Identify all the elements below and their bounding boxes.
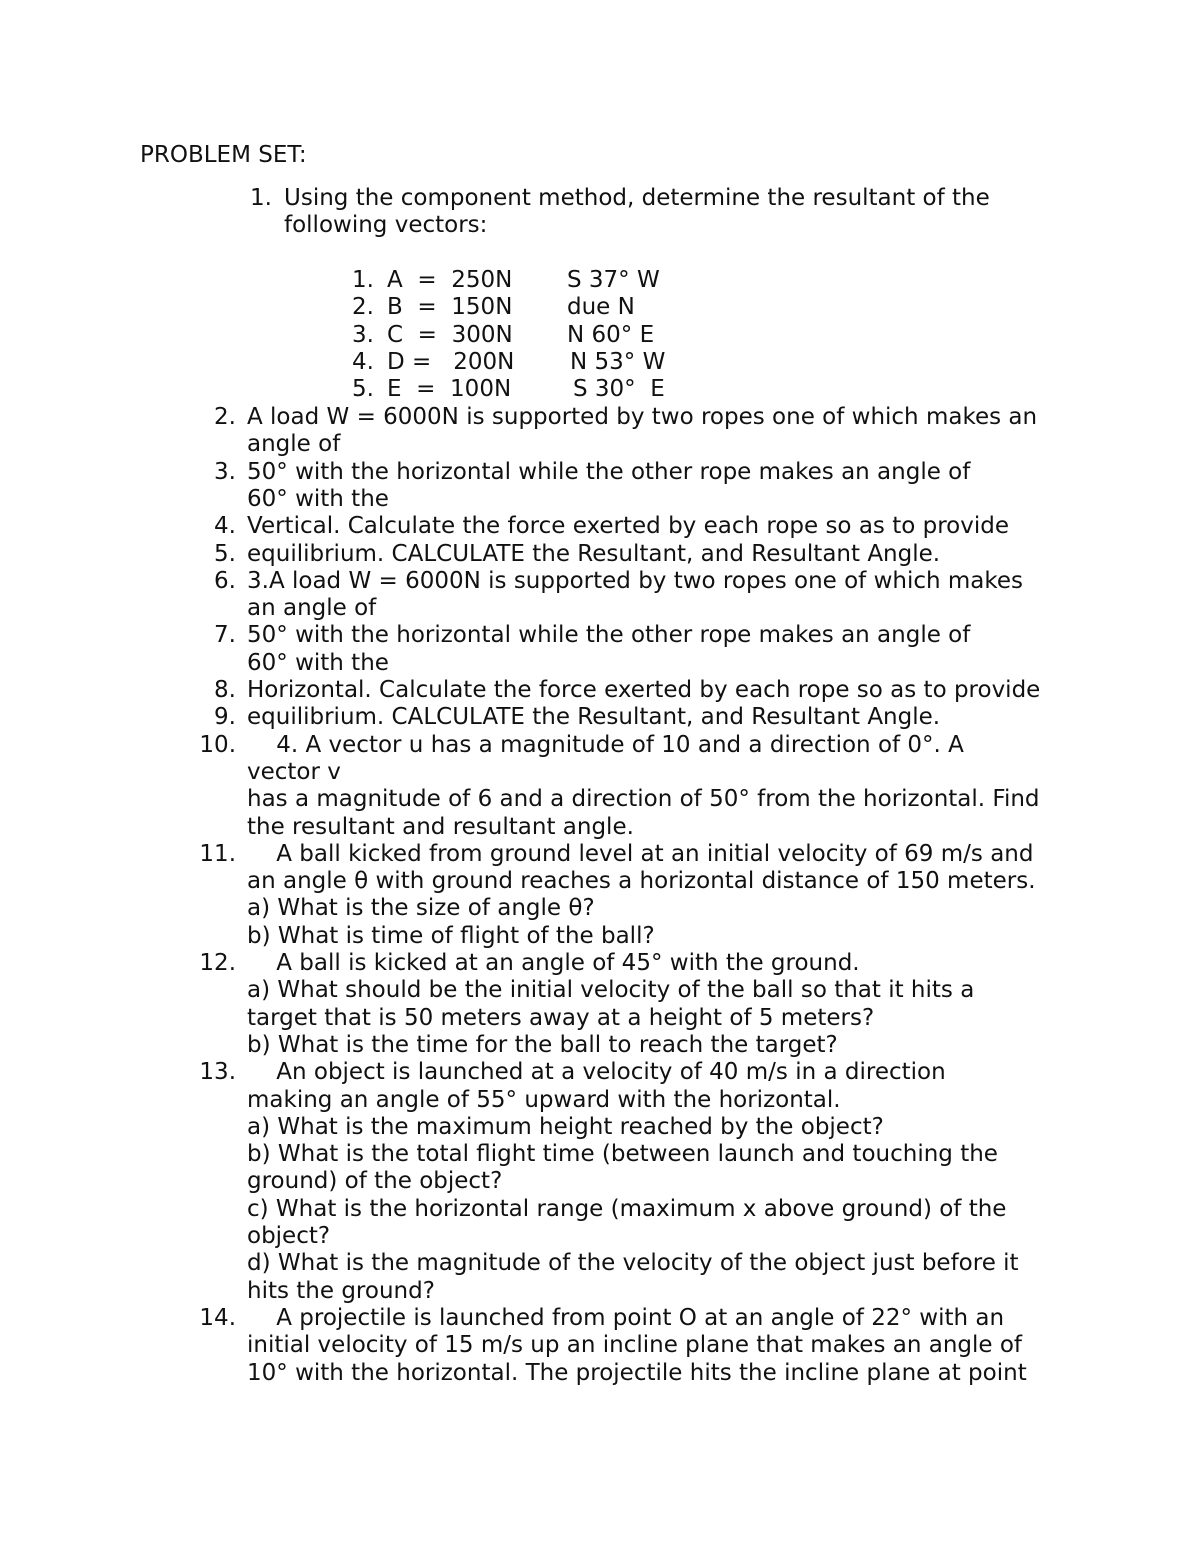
list-item-number: 11. — [199, 840, 236, 867]
vector-label: E = 100N — [387, 376, 512, 402]
vector-direction: S 37° W — [567, 267, 660, 293]
list-item-number: 4. — [214, 513, 236, 540]
list-item-line: A projectile is launched from point O at an angle of 22° with an — [247, 1304, 1005, 1331]
list-item-line: 60° with the — [247, 485, 389, 512]
list-item-line: b) What is the time for the ball to reach the target? — [247, 1031, 838, 1058]
list-item-line: Vertical. Calculate the force exerted by each rope so as to provide — [247, 513, 1009, 540]
list-item-line: 10° with the horizontal. The projectile hits the incline plane at point — [247, 1359, 1027, 1386]
list-item-line: an angle θ with ground reaches a horizontal distance of 150 meters. — [247, 868, 1036, 895]
list-item-line: angle of — [247, 431, 341, 458]
item-1-line-1: Using the component method, determine the resultant of the — [284, 185, 990, 211]
vector-number: 2. — [352, 294, 374, 320]
vector-direction: N 60° E — [567, 322, 655, 348]
list-item-number: 14. — [199, 1304, 236, 1331]
item-1-number: 1. — [250, 185, 272, 211]
list-item-line: d) What is the magnitude of the velocity of the object just before it — [247, 1250, 1019, 1277]
vector-label: A = 250N — [387, 267, 513, 293]
vector-number: 1. — [352, 267, 374, 293]
list-item-line: 50° with the horizontal while the other rope makes an angle of — [247, 458, 971, 485]
list-item-line: ground) of the object? — [247, 1168, 503, 1195]
list-item-line: target that is 50 meters away at a height of 5 meters? — [247, 1004, 875, 1031]
vector-direction: N 53° W — [570, 349, 666, 375]
vector-number: 3. — [352, 322, 374, 348]
list-item-number: 8. — [214, 677, 236, 703]
list-item-line: b) What is time of flight of the ball? — [247, 922, 655, 949]
list-item-line: vector v — [247, 758, 341, 785]
list-item-number: 6. — [214, 567, 236, 594]
list-item-line: a) What should be the initial velocity of the ball so that it hits a — [247, 977, 975, 1004]
list-item-line: initial velocity of 15 m/s up an incline plane that makes an angle of — [247, 1332, 1023, 1359]
list-item-line: 4. A vector u has a magnitude of 10 and a direction of 0°. A — [247, 731, 964, 758]
list-item-line: b) What is the total flight time (between launch and touching the — [247, 1141, 998, 1168]
list-item-line: object? — [247, 1223, 331, 1249]
list-item-line: 3.A load W = 6000N is supported by two ropes one of which makes — [247, 567, 1024, 594]
list-item-number: 2. — [214, 404, 236, 430]
list-item-line: the resultant and resultant angle. — [247, 813, 634, 840]
list-item-line: a) What is the maximum height reached by the object? — [247, 1113, 884, 1140]
list-item-line: equilibrium. CALCULATE the Resultant, and Resultant Angle. — [247, 704, 941, 731]
vector-label: D = 200N — [387, 349, 515, 375]
list-item-line: 50° with the horizontal while the other rope makes an angle of — [247, 622, 971, 649]
list-item-number: 12. — [199, 950, 236, 976]
vector-label: B = 150N — [387, 294, 513, 320]
list-item-line: has a magnitude of 6 and a direction of 50° from the horizontal. Find — [247, 786, 1040, 813]
list-item-line: hits the ground? — [247, 1277, 435, 1304]
list-item-number: 3. — [214, 458, 236, 485]
list-item-line: 60° with the — [247, 649, 389, 676]
list-item-number: 7. — [214, 622, 236, 649]
problem-set-heading: PROBLEM SET: — [140, 142, 307, 168]
list-item-number: 9. — [214, 704, 236, 731]
list-item-number: 10. — [199, 731, 236, 758]
list-item-line: an angle of — [247, 595, 377, 622]
list-item-line: Horizontal. Calculate the force exerted by each rope so as to provide — [247, 677, 1041, 703]
vector-direction: due N — [567, 294, 635, 320]
item-1-line-2: following vectors: — [284, 212, 488, 238]
list-item-line: A ball is kicked at an angle of 45° with the ground. — [247, 950, 860, 976]
vector-number: 5. — [352, 376, 374, 402]
list-item-line: An object is launched at a velocity of 40 m/s in a direction — [247, 1059, 946, 1086]
vector-direction: S 30° E — [573, 376, 665, 402]
list-item-line: a) What is the size of angle θ? — [247, 895, 595, 922]
list-item-line: A load W = 6000N is supported by two ropes one of which makes an — [247, 404, 1038, 430]
list-item-line: equilibrium. CALCULATE the Resultant, and Resultant Angle. — [247, 540, 941, 567]
vector-label: C = 300N — [387, 322, 513, 348]
vector-number: 4. — [352, 349, 374, 375]
list-item-line: making an angle of 55° upward with the horizontal. — [247, 1086, 841, 1113]
list-item-line: A ball kicked from ground level at an initial velocity of 69 m/s and — [247, 840, 1034, 867]
list-item-number: 13. — [199, 1059, 236, 1086]
list-item-line: c) What is the horizontal range (maximum x above ground) of the — [247, 1195, 1007, 1222]
list-item-number: 5. — [214, 540, 236, 567]
